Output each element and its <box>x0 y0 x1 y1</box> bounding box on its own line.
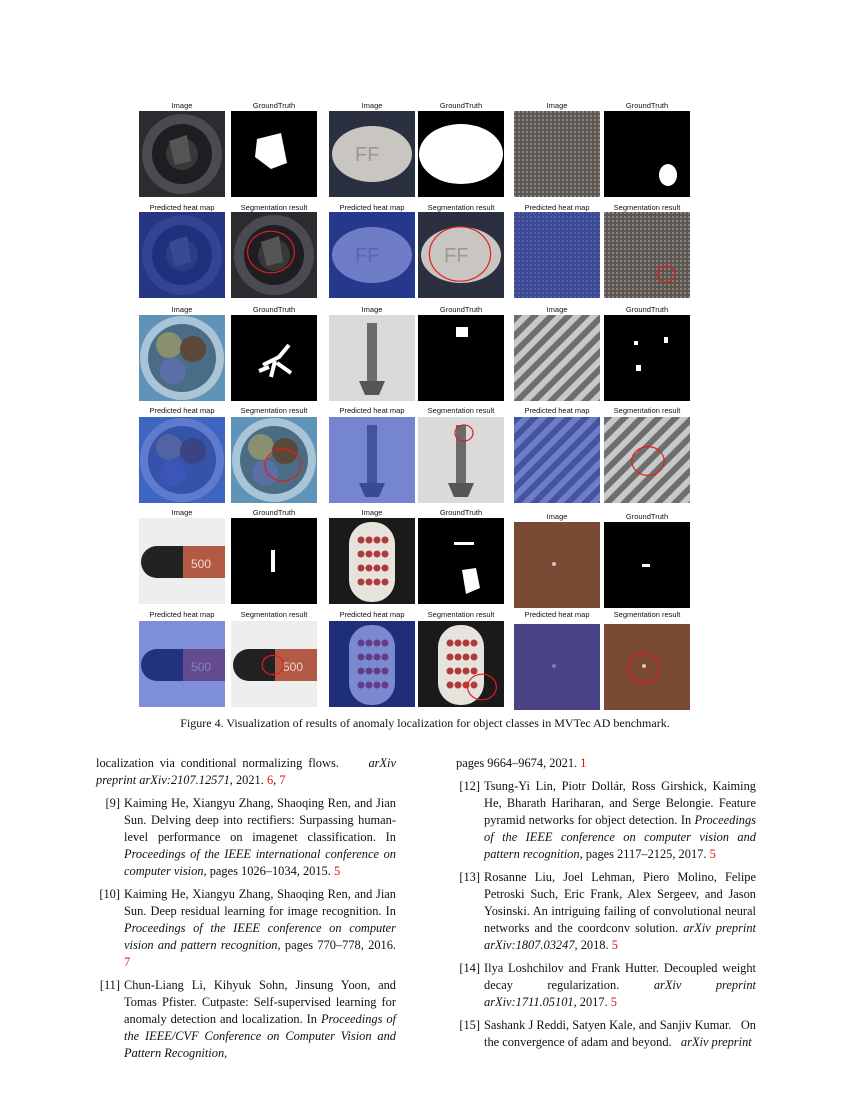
heat-map-label: Predicted heat map <box>149 203 215 212</box>
image-label: Image <box>361 305 383 314</box>
carpet-groundtruth-image <box>604 111 690 197</box>
carpet-image-image <box>514 111 600 197</box>
cable-image-image <box>139 315 225 401</box>
reference-14: [14] Ilya Loshchilov and Frank Hutter. Decoupled weight decay regularization. arXiv preprint arXiv:1711.05101, 2017. 5 <box>459 961 756 1009</box>
heat-map-label: Predicted heat map <box>339 610 405 619</box>
grid-image-image <box>514 315 600 401</box>
references-left-column <box>96 755 396 1068</box>
cable-groundtruth-image <box>231 315 317 401</box>
reference-12: [12] Tsung-Yi Lin, Piotr Dollár, Ross Girshick, Kaiming He, Bharath Hariharan, and Serge Belongie. Feature pyramid networks for object detection. In Proceedings of the IEEE conference on computer vision and pattern recognition, pages 2117–2125, 2017. 5 <box>459 779 756 861</box>
image-label: Image <box>546 512 568 521</box>
pill-segmentation-image <box>418 212 504 298</box>
heat-map-label: Predicted heat map <box>149 406 215 415</box>
capsule-heatmap-image <box>139 621 225 707</box>
leather-segmentation-image <box>604 624 690 710</box>
segmentation-label: Segmentation result <box>240 203 308 212</box>
citation-link[interactable]: 5 <box>709 847 716 861</box>
grid-heatmap-image <box>514 417 600 503</box>
reference-9: [9] Kaiming He, Xiangyu Zhang, Shaoqing Ren, and Jian Sun. Delving deep into rectifiers: Surpassing human-level performance on imagenet classification. In Proceedings of the IEEE international conference on computer vision, pages 1026–1034, 2015. 5 <box>105 796 396 878</box>
reference-15: [15] Sashank J Reddi, Satyen Kale, and Sanjiv Kumar. On the convergence of adam and beyond. arXiv preprint <box>459 1018 756 1049</box>
image-label: Image <box>361 508 383 517</box>
screw-image-image <box>329 315 415 401</box>
segmentation-label: Segmentation result <box>240 406 308 415</box>
segmentation-label: Segmentation result <box>613 610 681 619</box>
citation-link[interactable]: 5 <box>333 864 341 878</box>
toothbrush-groundtruth-image <box>418 518 504 604</box>
svg-text:500: 500 <box>191 557 212 571</box>
citation-link[interactable]: 5 <box>610 995 617 1009</box>
segmentation-label: Segmentation result <box>613 406 681 415</box>
carpet-segmentation-image <box>604 212 690 298</box>
can-groundtruth-image <box>231 111 317 197</box>
heat-map-label: Predicted heat map <box>524 203 590 212</box>
pill-groundtruth-image <box>418 111 504 197</box>
ground-truth-label: GroundTruth <box>439 101 483 110</box>
ground-truth-label: GroundTruth <box>252 508 296 517</box>
toothbrush-segmentation-image <box>418 621 504 707</box>
screw-groundtruth-image <box>418 315 504 401</box>
citation-link[interactable]: 7 <box>124 955 131 969</box>
can-segmentation-image <box>231 212 317 298</box>
ground-truth-label: GroundTruth <box>252 305 296 314</box>
capsule-segmentation-image <box>231 621 317 707</box>
segmentation-label: Segmentation result <box>240 610 308 619</box>
heat-map-label: Predicted heat map <box>339 406 405 415</box>
image-label: Image <box>361 101 383 110</box>
grid-segmentation-image <box>604 417 690 503</box>
screw-heatmap-image <box>329 417 415 503</box>
ground-truth-label: GroundTruth <box>439 508 483 517</box>
figure-caption: Figure 4. Visualization of results of anomaly localization for object classes in MVTec AD benchmark. <box>180 716 670 730</box>
reference-10: [10] Kaiming He, Xiangyu Zhang, Shaoqing Ren, and Jian Sun. Deep residual learning for image recognition. In Proceedings of the IEEE conference on computer vision and pattern recognition, pages 770–778, 2016. 7 <box>99 887 397 969</box>
segmentation-label: Segmentation result <box>613 203 681 212</box>
image-label: Image <box>171 305 193 314</box>
reference-continuation: localization via conditional normalizing flows. arXiv preprint arXiv:2107.12571, 2021. 6, 7 <box>96 756 396 787</box>
ground-truth-label: GroundTruth <box>625 512 669 521</box>
ground-truth-label: GroundTruth <box>625 101 669 110</box>
can-image-image <box>139 111 225 197</box>
ground-truth-label: GroundTruth <box>439 305 483 314</box>
toothbrush-image-image <box>329 518 415 604</box>
leather-image-image <box>514 522 600 608</box>
pill-image-image <box>329 111 415 197</box>
reference-continuation: pages 9664–9674, 2021. 1 <box>456 756 587 770</box>
image-label: Image <box>546 101 568 110</box>
carpet-heatmap-image <box>514 212 600 298</box>
heat-map-label: Predicted heat map <box>149 610 215 619</box>
leather-heatmap-image <box>514 624 600 710</box>
reference-11: [11] Chun-Liang Li, Kihyuk Sohn, Jinsung Yoon, and Tomas Pfister. Cutpaste: Self-supervised learning for anomaly detection and localization. In Proceedings of the IEEE/CVF Conference on Computer Vision and Pattern Recognition, <box>99 978 396 1060</box>
citation-link[interactable]: 1 <box>580 756 587 770</box>
grid-groundtruth-image <box>604 315 690 401</box>
cable-segmentation-image <box>231 417 317 503</box>
image-label: Image <box>171 508 193 517</box>
image-label: Image <box>546 305 568 314</box>
segmentation-label: Segmentation result <box>427 610 495 619</box>
image-label: Image <box>171 101 193 110</box>
pill-heatmap-image <box>329 212 415 298</box>
cable-heatmap-image <box>139 417 225 503</box>
svg-text:FF: FF <box>355 144 380 166</box>
capsule-image-image <box>139 518 225 604</box>
references-right-column <box>456 755 756 1057</box>
leather-groundtruth-image <box>604 522 690 608</box>
screw-segmentation-image <box>418 417 504 503</box>
heat-map-label: Predicted heat map <box>339 203 405 212</box>
segmentation-label: Segmentation result <box>427 406 495 415</box>
heat-map-label: Predicted heat map <box>524 610 590 619</box>
capsule-groundtruth-image <box>231 518 317 604</box>
svg-text:500: 500 <box>283 660 304 674</box>
toothbrush-heatmap-image <box>329 621 415 707</box>
reference-13: [13] Rosanne Liu, Joel Lehman, Piero Molino, Felipe Petroski Such, Eric Frank, Alex Sergeev, and Jason Yosinski. An intriguing failing of convolutional neural networks and the coordconv solution. arXiv preprint arXiv:1807.03247, 2018. 5 <box>459 870 757 952</box>
ground-truth-label: GroundTruth <box>625 305 669 314</box>
can-heatmap-image <box>139 212 225 298</box>
segmentation-label: Segmentation result <box>427 203 495 212</box>
citation-link[interactable]: 5 <box>611 938 618 952</box>
svg-text:FF: FF <box>444 245 469 267</box>
ground-truth-label: GroundTruth <box>252 101 296 110</box>
heat-map-label: Predicted heat map <box>524 406 590 415</box>
